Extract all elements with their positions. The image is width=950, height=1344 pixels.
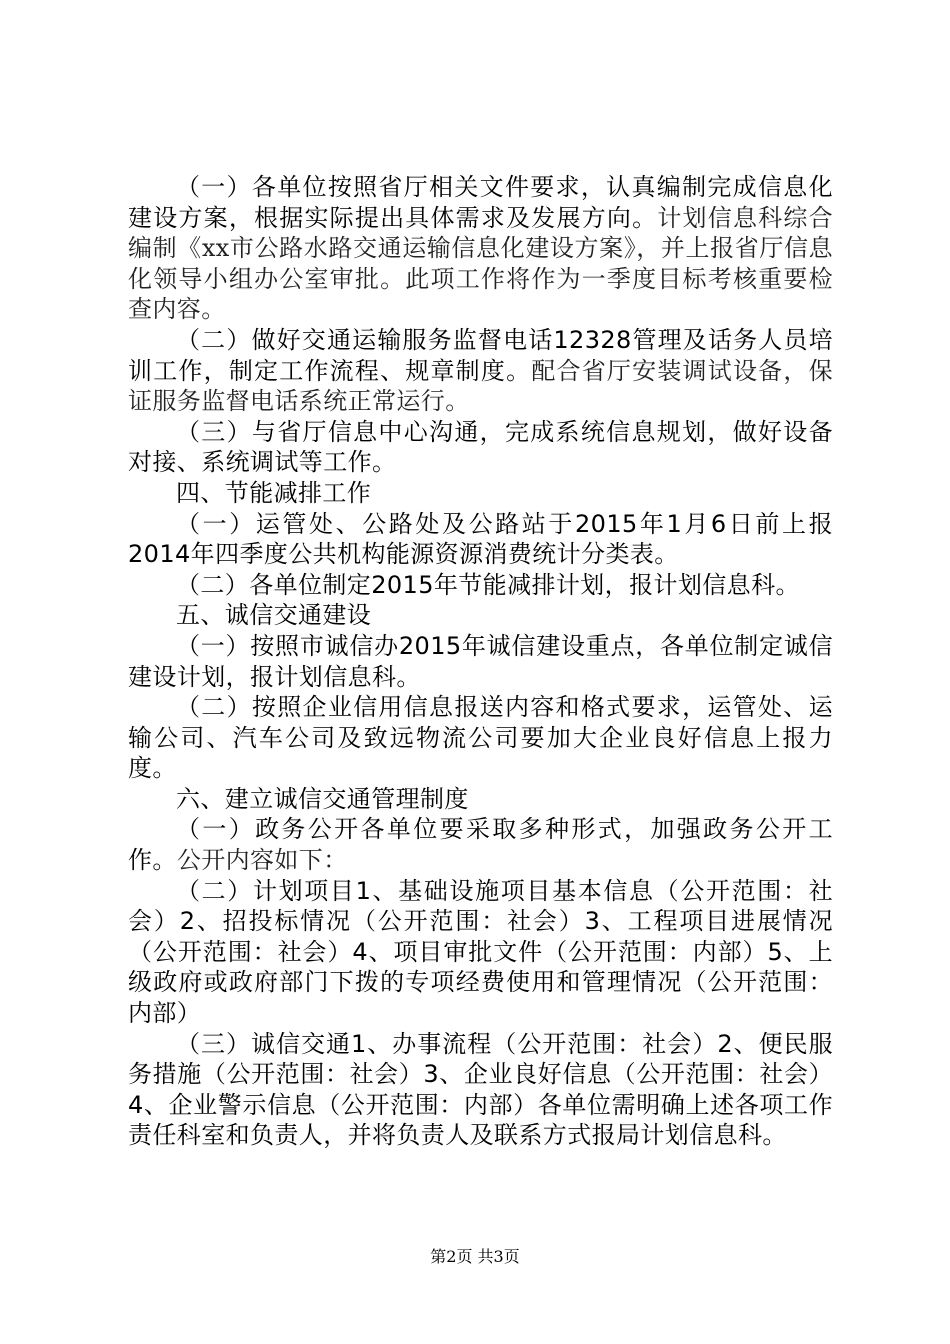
paragraph-credit-info-report (128, 692, 833, 784)
paragraph-plan-projects (128, 876, 833, 1029)
paragraph-credit-plan (128, 631, 833, 692)
paragraph-text-light: 配合省厅安装调试设备，保证服务监督电话系统正常运行。 (128, 356, 833, 416)
paragraph-hotline-12328 (128, 325, 833, 417)
paragraph-text: （一）运管处、公路处及公路站于2015年1月6日前上报2014年四季度公共机构能源资源消费统计分类表。 (128, 509, 833, 569)
paragraph-credit-traffic-items (128, 1029, 833, 1151)
paragraph-info-plan (128, 172, 833, 325)
section-heading-energy-saving: 四、节能减排工作 (176, 478, 372, 507)
paragraph-text: （二）按照企业信用信息报送内容和格式要求，运管处、运输公司、汽车公司及致远物流公司要加大企业良好信息上报力度。 (128, 693, 833, 783)
section-heading-credit-system: 六、建立诚信交通管理制度 (176, 784, 469, 813)
paragraph-text: （三）与省厅信息中心沟通，完成系统信息规划，做好设备对接、系统调试等工作。 (128, 417, 833, 477)
paragraph-text: （一）政务公开各单位要采取多种形式，加强政务公开工作。 (128, 815, 833, 875)
paragraph-text: （一）按照市诚信办2015年诚信建设重点，各单位制定诚信建设计划，报计划信息科。 (128, 631, 833, 691)
page-number-footer: 第2页 共3页 (430, 1247, 520, 1266)
paragraph-text: （二）做好交通运输服务监督电话12328管理及话务人员培训工作，制定工作流程、规章制度。 (128, 325, 833, 385)
paragraph-text-light: 公开内容如下： (176, 846, 348, 875)
paragraph-gov-affairs (128, 814, 833, 875)
paragraph-text: （三）诚信交通1、办事流程（公开范围：社会）2、便民服务措施（公开范围：社会）3、企业良好信息（公开范围：社会）4、企业警示信息（公开范围：内部）各单位需明确上述各项工作责任科室和负责人，并将负责人及联系方式报局计划信息科。 (128, 1029, 833, 1150)
paragraph-text: （二）各单位制定2015年节能减排计划，报计划信息科。 (176, 570, 800, 599)
paragraph-text-light: 计划信息科综合编制《xx市公路水路交通运输信息化建设方案》，并上报省厅信息化领导小组办公室审批。此项工作将作为一季度目标考核重要检查内容。 (128, 203, 833, 324)
paragraph-energy-report (128, 509, 833, 570)
document-body (128, 172, 833, 1151)
paragraph-energy-plan (128, 570, 833, 601)
section-heading-credit-traffic: 五、诚信交通建设 (176, 601, 372, 630)
paragraph-text: （二）计划项目1、基础设施项目基本信息（公开范围：社会）2、招投标情况（公开范围：社会）3、工程项目进展情况（公开范围：社会）4、项目审批文件（公开范围：内部）5、上级政府或政府部门下拨的专项经费使用和管理情况（公开范围：内部） (128, 876, 833, 1028)
paragraph-text: （一）各单位按照省厅相关文件要求，认真编制完成信息化建设方案，根据实际提出具体需求及发展方向。 (128, 173, 833, 232)
paragraph-system-docking (128, 417, 833, 478)
